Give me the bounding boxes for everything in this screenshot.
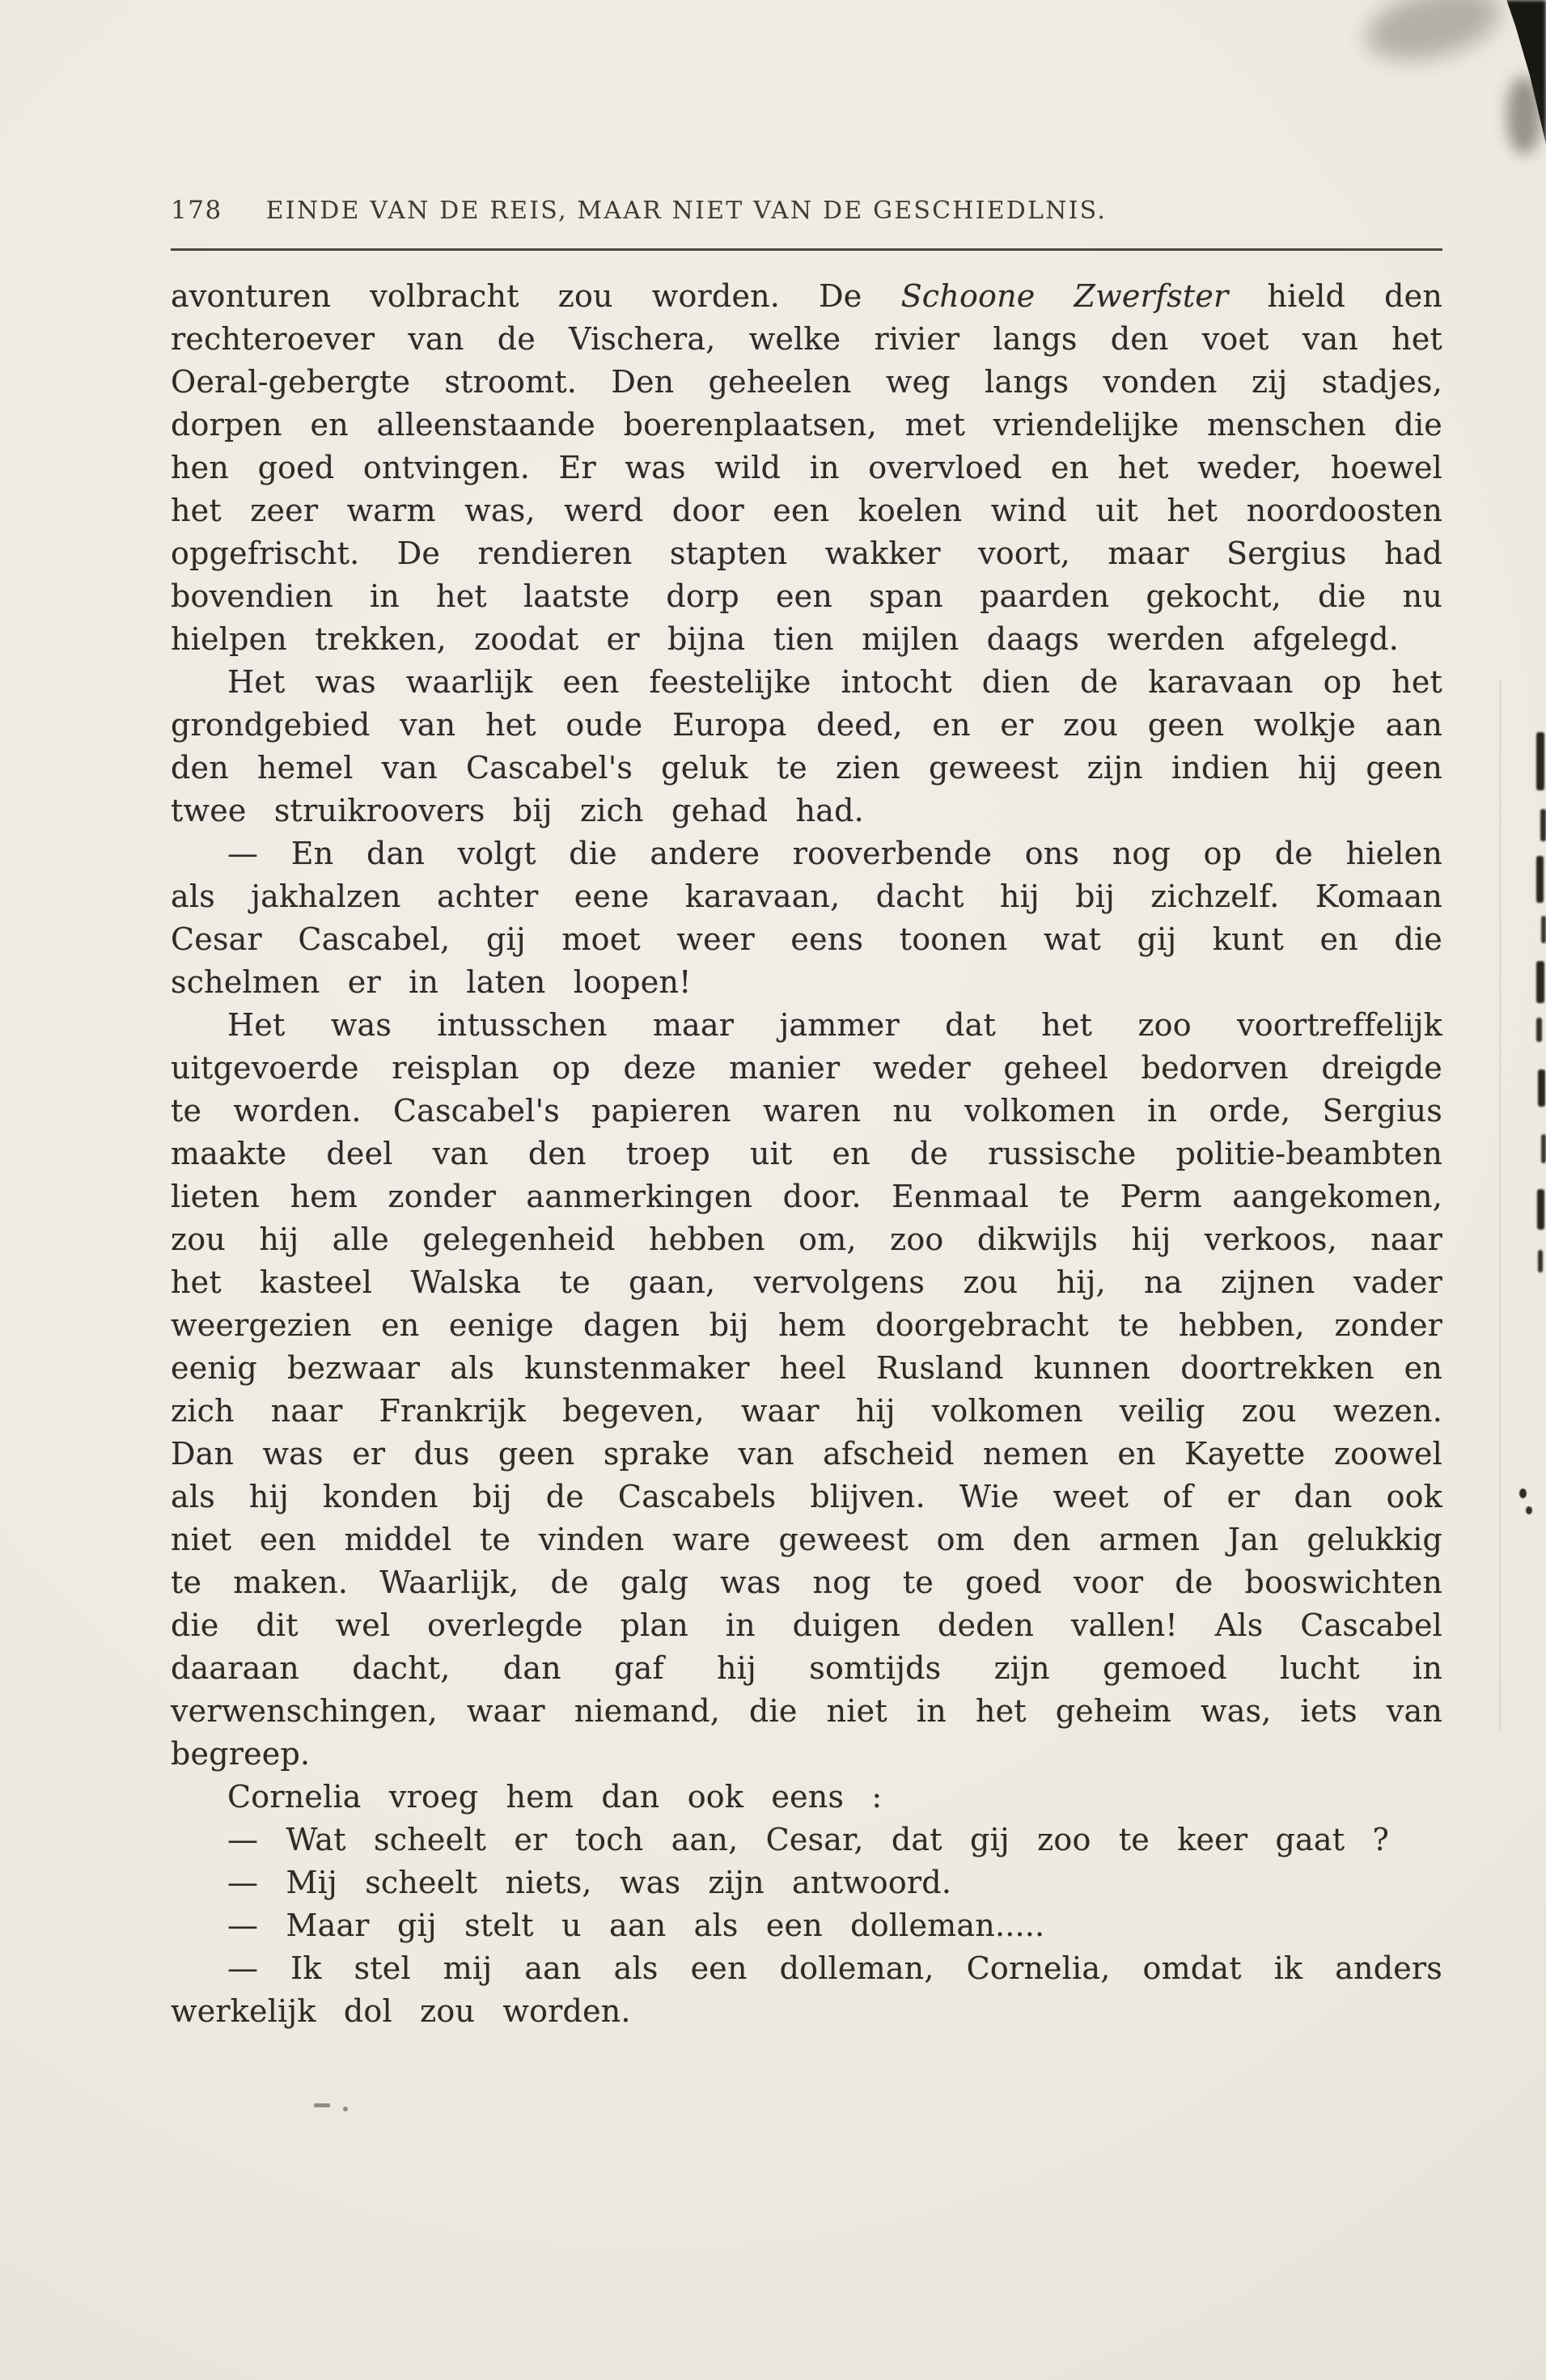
page-edge-mark (1541, 916, 1546, 943)
running-title: EINDE VAN DE REIS, MAAR NIET VAN DE GESCHIEDLNIS. (265, 197, 1108, 225)
page-edge-mark (1537, 1189, 1544, 1230)
pencil-dash-artifact (314, 2103, 330, 2107)
page-edge-mark (1536, 732, 1544, 790)
page-edge-mark (1538, 1250, 1543, 1273)
text-segment: hield den rechteroever van de Vischera, welke rivier langs den voet van het Oeral-gebergte stroomt. Den geheelen weg langs vonden zij stadjes, dorpen en alleenstaande boerenplaatsen, met vriendelijke menschen die hen goed ontvingen. Er was wild in overvloed en het weder, hoewel het zeer warm was, werd door een koelen wind uit het noordoosten opgefrischt. De rendieren stapten wakker voort, maar Sergius had bovendien in het laatste dorp een span paarden gekocht, die nu hielpen trekken, zoodat er bijna tien mijlen daags werden afgelegd. (171, 278, 1442, 657)
ink-smudge-artifact (1507, 77, 1541, 154)
book-title-italic: Schoone Zwerfster (900, 278, 1229, 314)
paragraph-4: Het was intusschen maar jammer dat het zoo voortreffelijk uitgevoerde reisplan op deze manier weder geheel bedorven dreigde te worden. Cascabel's papieren waren nu volkomen in orde, Sergius maakte deel van den troep uit en de russische politie-beambten lieten hem zonder aanmerkingen door. Eenmaal te Perm aangekomen, zou hij alle gelegenheid hebben om, zoo dikwijls hij verkoos, naar het kasteel Walska te gaan, vervolgens zou hij, na zijnen vader weergezien en eenige dagen bij hem doorgebracht te hebben, zonder eenig bezwaar als kunstenmaker heel Rusland kunnen doortrekken en zich naar Frankrijk begeven, waar hij volkomen veilig zou wezen. Dan was er dus geen sprake van afscheid nemen en Kayette zoowel als hij konden bij de Cascabels blijven. Wie weet of er dan ook niet een middel te vinden ware geweest om den armen Jan gelukkig te maken. Waarlijk, de galg was nog te goed voor de booswichten die dit wel overlegde plan in duigen deden vallen! Als Cascabel daaraan dacht, dan gaf hij somtijds zijn gemoed lucht in verwenschingen, waar niemand, die niet in het geheim was, iets van begreep. (171, 1007, 1442, 1772)
page-header (171, 194, 1442, 227)
paragraph-7-dialogue: — Mij scheelt niets, was zijn antwoord. (227, 1865, 952, 1900)
ink-smudge-artifact (1358, 0, 1507, 72)
page-edge-mark (1538, 1069, 1545, 1107)
paragraph-1 (171, 275, 1442, 661)
paragraph-9-dialogue: — Ik stel mij aan als een dolleman, Cornelia, omdat ik anders werkelijk dol zou worden. (171, 1950, 1442, 2029)
page-fold-artifact (1499, 680, 1502, 1731)
ink-dot-artifact (1519, 1489, 1527, 1498)
body-text (171, 275, 1442, 2033)
page-edge-mark (1536, 856, 1544, 903)
paragraph-2: Het was waarlijk een feestelijke intocht dien de karavaan op het grondgebied van het oude Europa deed, en er zou geen wolkje aan den hemel van Cascabel's geluk te zien geweest zijn indien hij geen twee struikroovers bij zich gehad had. (171, 664, 1442, 828)
page-edge-mark (1536, 1018, 1542, 1042)
torn-corner-artifact (1478, 0, 1546, 144)
text-segment: avonturen volbracht zou worden. De (171, 278, 901, 314)
page-edge-mark (1541, 1134, 1546, 1163)
paragraph-3-dialogue: — En dan volgt die andere rooverbende ons nog op de hielen als jakhalzen achter eene karavaan, dacht hij bij zichzelf. Komaan Cesar Cascabel, gij moet weer eens toonen wat gij kunt en die schelmen er in laten loopen! (171, 836, 1442, 1000)
page-edge-mark (1536, 961, 1544, 1003)
paragraph-6-dialogue: — Wat scheelt er toch aan, Cesar, dat gij zoo te keer gaat ? (227, 1822, 1390, 1857)
header-rule (171, 248, 1442, 251)
page-content (171, 194, 1442, 2033)
paragraph-8-dialogue: — Maar gij stelt u aan als een dolleman..... (227, 1908, 1045, 1943)
page-number: 178 (171, 196, 222, 225)
ink-dot-artifact (1526, 1506, 1532, 1514)
page-edge-mark (1540, 809, 1546, 841)
pencil-dot-artifact (343, 2107, 348, 2111)
paragraph-5: Cornelia vroeg hem dan ook eens : (227, 1779, 883, 1815)
